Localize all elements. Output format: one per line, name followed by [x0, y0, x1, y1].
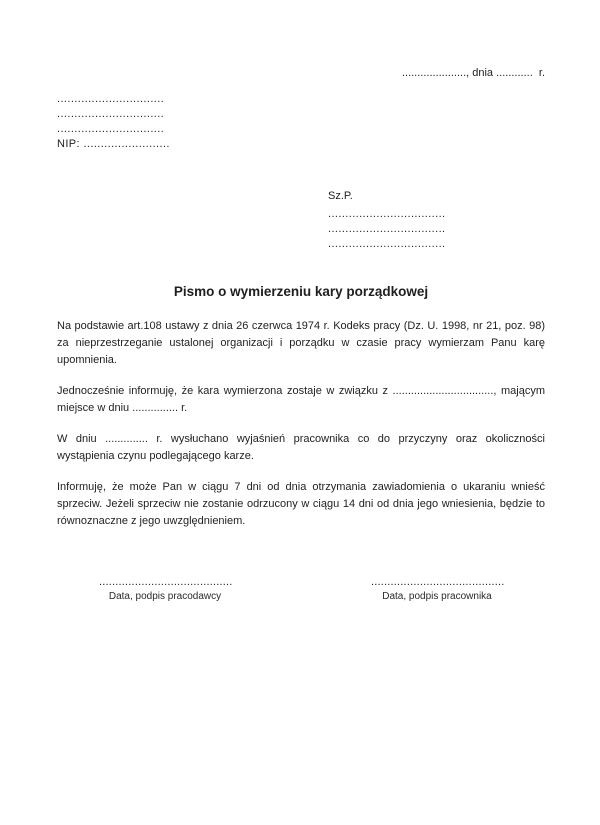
employee-signature-line: .........................................: [371, 576, 505, 588]
recipient-blank-line: ..................................: [328, 208, 446, 220]
sender-blank-line: ...............................: [57, 93, 165, 105]
employer-signature-line: .........................................: [99, 576, 233, 588]
recipient-blank-line: ..................................: [328, 223, 446, 235]
paragraph-employee-hearing: W dniu .............. r. wysłuchano wyjaśnień pracownika co do przyczyny oraz okoliczności wystąpienia czynu podlegającego karze.: [57, 433, 545, 462]
paragraph-objection-info: Informuję, że może Pan w ciągu 7 dni od dnia otrzymania zawiadomienia o ukaraniu wnieść sprzeciw. Jeżeli sprzeciw nie zostanie odrzucony w ciągu 14 dni od dnia jego wniesienia, będzie to równoznaczne z jego uwzględnieniem.: [57, 481, 545, 527]
employee-signature-label: Data, podpis pracownika: [382, 591, 492, 602]
paragraph-legal-basis: Na podstawie art.108 ustawy z dnia 26 czerwca 1974 r. Kodeks pracy (Dz. U. 1998, nr 21, poz. 98) za nieprzestrzeganie ustalonej organizacji i porządku w czasie pracy wymierzam Panu karę upomnienia.: [57, 320, 545, 366]
date-place-line: ....................., dnia ............ r.: [401, 67, 545, 79]
recipient-salutation: Sz.P.: [328, 190, 353, 202]
employer-signature-block: [99, 576, 231, 603]
employee-signature-block: [371, 576, 503, 603]
sender-blank-line: ...............................: [57, 123, 165, 135]
document-title: Pismo o wymierzeniu kary porządkowej: [173, 284, 429, 299]
sender-blank-line: ...............................: [57, 108, 165, 120]
document-body: [57, 318, 545, 530]
signature-section: [57, 576, 545, 603]
sender-nip-line: NIP: .........................: [57, 138, 170, 150]
paragraph-penalty-reason: Jednocześnie informuję, że kara wymierzona zostaje w związku z ................................., mającym miejsce w dniu ............... r.: [57, 385, 545, 414]
recipient-blank-line: ..................................: [328, 238, 446, 250]
sender-address-block: [57, 92, 545, 152]
recipient-address-block: [328, 189, 545, 252]
employer-signature-label: Data, podpis pracodawcy: [108, 591, 222, 602]
